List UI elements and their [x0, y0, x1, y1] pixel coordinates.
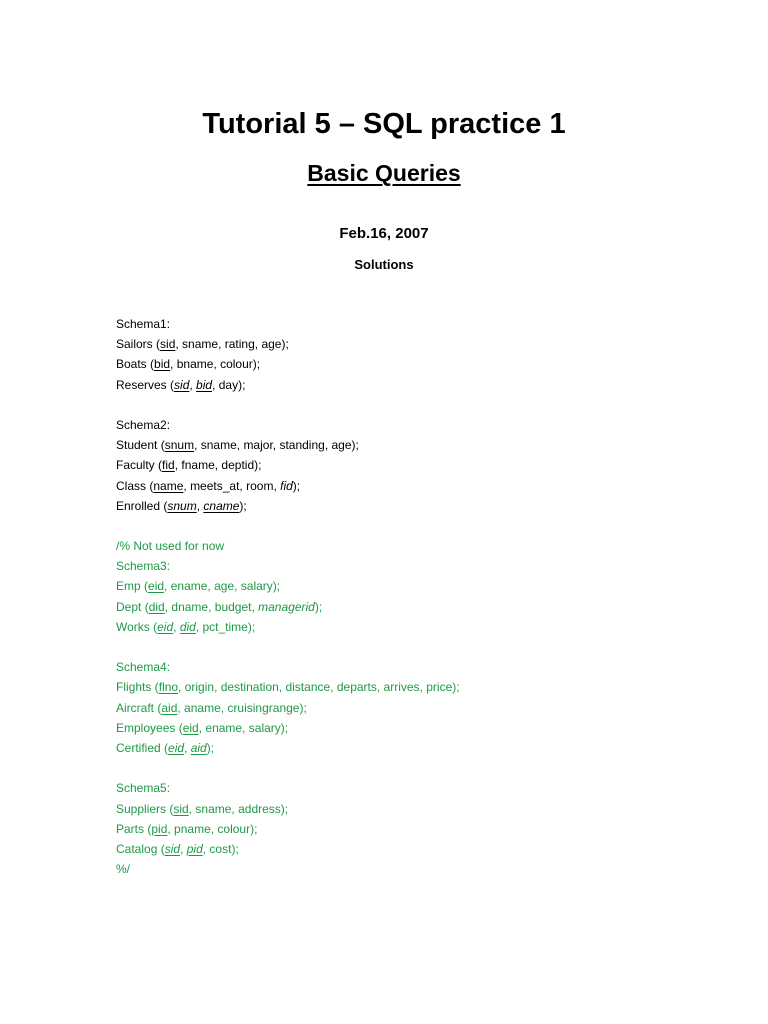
relation-field: pid — [151, 821, 168, 836]
relation-line: Emp (eid, ename, age, salary); — [116, 579, 281, 594]
relation-field: fid — [162, 458, 175, 473]
schema1-relations — [116, 334, 736, 395]
relation-line: Flights (flno, origin, destination, distance, departs, arrives, price); — [116, 680, 460, 695]
schema2-heading: Schema2: — [116, 417, 171, 432]
relation-line: Suppliers (sid, sname, address); — [116, 801, 289, 816]
relation-name: Sailors — [116, 337, 153, 352]
relation-line: Boats (bid, bname, colour); — [116, 357, 261, 372]
schema1-heading: Schema1: — [116, 317, 171, 331]
relation-name: Works — [116, 619, 150, 634]
relation-line: Certified (eid, aid); — [116, 740, 215, 755]
spacer — [116, 637, 736, 657]
relation-field: bid — [196, 377, 213, 392]
schema5-relations — [116, 799, 736, 860]
relation-field: fname — [181, 458, 215, 473]
relation-field: sid — [174, 377, 190, 392]
relation-field: dname — [171, 599, 209, 614]
relation-field: destination — [220, 680, 279, 695]
relation-name: Emp — [116, 579, 141, 594]
relation-field: day — [218, 377, 239, 392]
relation-name: Suppliers — [116, 801, 167, 816]
relation-field: fid — [280, 478, 293, 493]
schema4-heading: Schema4: — [116, 660, 171, 675]
relation-field: distance — [285, 680, 331, 695]
relation-field: bid — [154, 357, 171, 372]
relation-field: arrives — [383, 680, 420, 695]
relation-field: sid — [160, 337, 176, 352]
relation-line: Reserves (sid, bid, day); — [116, 377, 246, 392]
solutions-label: Solutions — [354, 257, 414, 272]
relation-field: did — [179, 619, 196, 634]
relation-name: Faculty — [116, 458, 155, 473]
relation-field: ename — [205, 720, 243, 735]
relation-field: price — [426, 680, 453, 695]
relation-field: room — [246, 478, 274, 493]
relation-field: snum — [164, 438, 195, 453]
relation-name: Student — [116, 438, 158, 453]
relation-field: name — [153, 478, 184, 493]
relation-name: Reserves — [116, 377, 167, 392]
relation-line: Employees (eid, ename, salary); — [116, 720, 289, 735]
relation-field: colour — [220, 357, 253, 372]
relation-line: Student (snum, sname, major, standing, age); — [116, 438, 359, 453]
relation-line: Works (eid, did, pct_time); — [116, 619, 256, 634]
relation-field: did — [148, 599, 165, 614]
relation-name: Boats — [116, 357, 147, 372]
relation-field: eid — [182, 720, 199, 735]
relation-field: meets_at — [190, 478, 240, 493]
comment-close: %/ — [116, 862, 131, 877]
relation-name: Employees — [116, 720, 176, 735]
commented-out-block — [116, 536, 736, 879]
page-title: Tutorial 5 – SQL practice 1 — [202, 108, 566, 140]
relation-field: age — [214, 579, 235, 594]
relation-field: age — [331, 438, 352, 453]
relation-field: salary — [248, 720, 281, 735]
relation-field: aname — [184, 700, 221, 715]
schema4-relations — [116, 677, 736, 758]
relation-name: Class — [116, 478, 147, 493]
relation-field: bname — [176, 357, 214, 372]
relation-field: cname — [203, 498, 240, 513]
relation-field: flno — [158, 680, 179, 695]
relation-field: departs — [336, 680, 377, 695]
relation-name: Enrolled — [116, 498, 161, 513]
relation-line: Enrolled (snum, cname); — [116, 498, 247, 513]
relation-name: Catalog — [116, 841, 158, 856]
relation-field: pname — [174, 821, 211, 836]
relation-field: pct_time — [202, 619, 248, 634]
relation-name: Flights — [116, 680, 152, 695]
page-subtitle: Basic Queries — [307, 160, 461, 186]
relation-field: sname — [200, 438, 237, 453]
relation-field: address — [238, 801, 281, 816]
relation-line: Aircraft (aid, aname, cruisingrange); — [116, 700, 307, 715]
relation-field: snum — [167, 498, 197, 513]
relation-field: eid — [168, 740, 185, 755]
relation-line: Dept (did, dname, budget, managerid); — [116, 599, 323, 614]
relation-line: Sailors (sid, sname, rating, age); — [116, 337, 289, 352]
relation-line: Parts (pid, pname, colour); — [116, 821, 258, 836]
schema5-heading: Schema5: — [116, 781, 171, 796]
relation-field: salary — [240, 579, 273, 594]
relation-field: aid — [161, 700, 178, 715]
spacer — [116, 758, 736, 778]
relation-field: ename — [170, 579, 208, 594]
spacer — [116, 516, 736, 536]
relation-field: aid — [190, 740, 207, 755]
relation-field: colour — [217, 821, 251, 836]
document-date: Feb.16, 2007 — [339, 225, 429, 242]
relation-line: Class (name, meets_at, room, fid); — [116, 478, 301, 493]
relation-line: Faculty (fid, fname, deptid); — [116, 458, 262, 473]
relation-field: sid — [164, 841, 181, 856]
relation-field: rating — [224, 337, 255, 352]
relation-field: sname — [195, 801, 232, 816]
relation-field: sname — [182, 337, 219, 352]
relation-field: origin — [184, 680, 215, 695]
spacer — [116, 395, 736, 415]
relation-line: Catalog (sid, pid, cost); — [116, 841, 239, 856]
relation-field: budget — [214, 599, 252, 614]
relation-field: pid — [186, 841, 203, 856]
relation-name: Aircraft — [116, 700, 155, 715]
schema2-relations — [116, 435, 736, 516]
relation-field: age — [261, 337, 282, 352]
relation-field: cruisingrange — [227, 700, 300, 715]
relation-name: Parts — [116, 821, 145, 836]
relation-field: managerid — [258, 599, 315, 614]
relation-field: major — [243, 438, 273, 453]
schema3-relations — [116, 576, 736, 637]
relation-name: Certified — [116, 740, 161, 755]
relation-field: eid — [148, 579, 165, 594]
relation-field: sid — [173, 801, 189, 816]
schema3-heading: Schema3: — [116, 559, 171, 574]
relation-name: Dept — [116, 599, 142, 614]
schema-listing — [116, 314, 736, 879]
relation-field: eid — [157, 619, 174, 634]
relation-field: standing — [279, 438, 325, 453]
relation-field: deptid — [221, 458, 255, 473]
comment-open: /% Not used for now — [116, 539, 225, 554]
relation-field: cost — [209, 841, 232, 856]
